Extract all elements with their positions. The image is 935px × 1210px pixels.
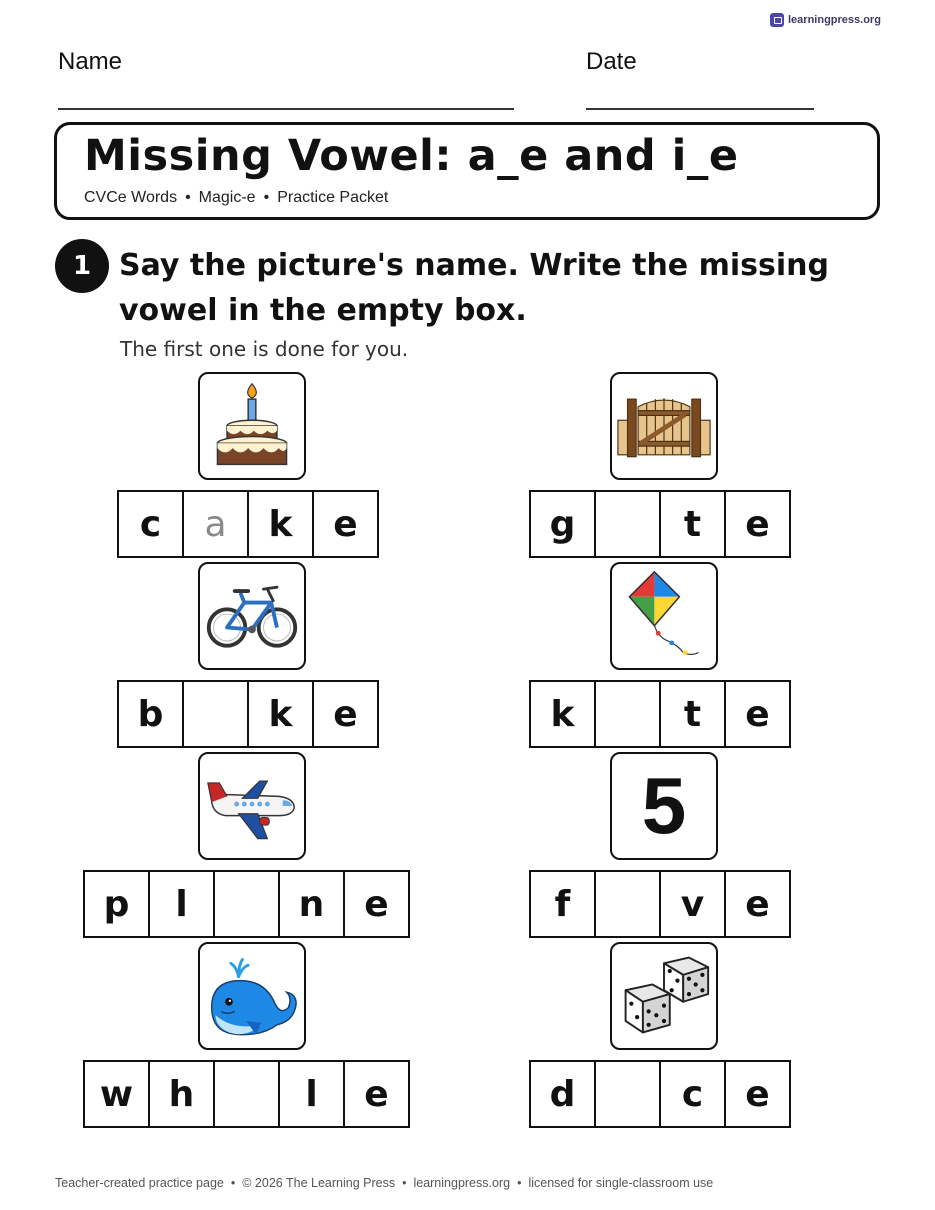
name-line[interactable] — [58, 108, 514, 110]
blank-vowel-box[interactable] — [213, 1060, 280, 1128]
letter-cell: e — [724, 1060, 791, 1128]
brand-text: learningpress.org — [788, 14, 881, 26]
letter-cell: k — [529, 680, 596, 748]
footer-item: licensed for single-classroom use — [528, 1176, 714, 1190]
letter-cell: e — [343, 1060, 410, 1128]
letter-cell: t — [659, 680, 726, 748]
blank-vowel-box[interactable] — [213, 870, 280, 938]
blank-vowel-box[interactable] — [594, 680, 661, 748]
word-row-bike — [117, 680, 379, 748]
letter-cell: w — [83, 1060, 150, 1128]
page-title: Missing Vowel: a_e and i_e — [84, 131, 739, 181]
letter-cell: b — [117, 680, 184, 748]
letter-cell: k — [247, 680, 314, 748]
word-row-plane — [83, 870, 410, 938]
page-subtitle: CVCe Words • Magic-e • Practice Packet — [84, 189, 389, 206]
footer-item: Teacher-created practice page — [55, 1176, 224, 1190]
word-row-dice — [529, 1060, 791, 1128]
letter-cell: g — [529, 490, 596, 558]
date-line[interactable] — [586, 108, 814, 110]
word-row-five — [529, 870, 791, 938]
letter-cell: l — [148, 870, 215, 938]
letter-cell: h — [148, 1060, 215, 1128]
letter-cell: e — [724, 490, 791, 558]
plane-icon — [204, 758, 300, 854]
letter-cell: k — [247, 490, 314, 558]
letter-cell: f — [529, 870, 596, 938]
subtitle-item: Magic-e — [198, 189, 256, 206]
kite-icon — [616, 568, 712, 664]
number-five-icon: 5 — [641, 761, 687, 850]
letter-cell: v — [659, 870, 726, 938]
name-label: Name — [58, 48, 123, 75]
blank-vowel-box[interactable] — [594, 490, 661, 558]
subtitle-item: Practice Packet — [277, 189, 389, 206]
subtitle-item: CVCe Words — [84, 189, 178, 206]
word-row-cake — [117, 490, 379, 558]
letter-cell: c — [117, 490, 184, 558]
letter-cell: e — [343, 870, 410, 938]
letter-cell: c — [659, 1060, 726, 1128]
word-row-whale — [83, 1060, 410, 1128]
picture-card-gate — [610, 372, 718, 480]
brand-logo — [770, 13, 881, 27]
letter-cell: e — [724, 680, 791, 748]
step-instruction: Say the picture's name. Write the missing vowel in the empty box. — [119, 248, 829, 328]
letter-cell: d — [529, 1060, 596, 1128]
whale-icon — [204, 948, 300, 1044]
picture-card-whale — [198, 942, 306, 1050]
picture-card-bike — [198, 562, 306, 670]
letter-cell: t — [659, 490, 726, 558]
gate-icon — [616, 378, 712, 474]
letter-cell: e — [312, 680, 379, 748]
letter-cell-example-answer: a — [182, 490, 249, 558]
footer-link[interactable]: learningpress.org — [413, 1176, 511, 1190]
picture-card-five — [610, 752, 718, 860]
letter-cell: e — [724, 870, 791, 938]
step-number-badge: 1 — [55, 239, 109, 293]
letter-cell: l — [278, 1060, 345, 1128]
letter-cell: n — [278, 870, 345, 938]
date-label: Date — [586, 48, 637, 75]
picture-card-kite — [610, 562, 718, 670]
picture-card-dice — [610, 942, 718, 1050]
blank-vowel-box[interactable] — [594, 1060, 661, 1128]
blank-vowel-box[interactable] — [182, 680, 249, 748]
book-icon — [770, 13, 784, 27]
letter-cell: e — [312, 490, 379, 558]
picture-card-plane — [198, 752, 306, 860]
cake-icon — [204, 378, 300, 474]
letter-cell: p — [83, 870, 150, 938]
dice-icon — [616, 948, 712, 1044]
footer-item: © 2026 The Learning Press — [242, 1176, 396, 1190]
page-footer: Teacher-created practice page • © 2026 The Learning Press • learningpress.org • licensed for single-classroom use — [55, 1176, 714, 1190]
picture-card-cake — [198, 372, 306, 480]
word-row-kite — [529, 680, 791, 748]
word-row-gate — [529, 490, 791, 558]
title-box — [54, 122, 880, 220]
step-hint: The first one is done for you. — [120, 337, 409, 361]
bike-icon — [204, 568, 300, 664]
blank-vowel-box[interactable] — [594, 870, 661, 938]
